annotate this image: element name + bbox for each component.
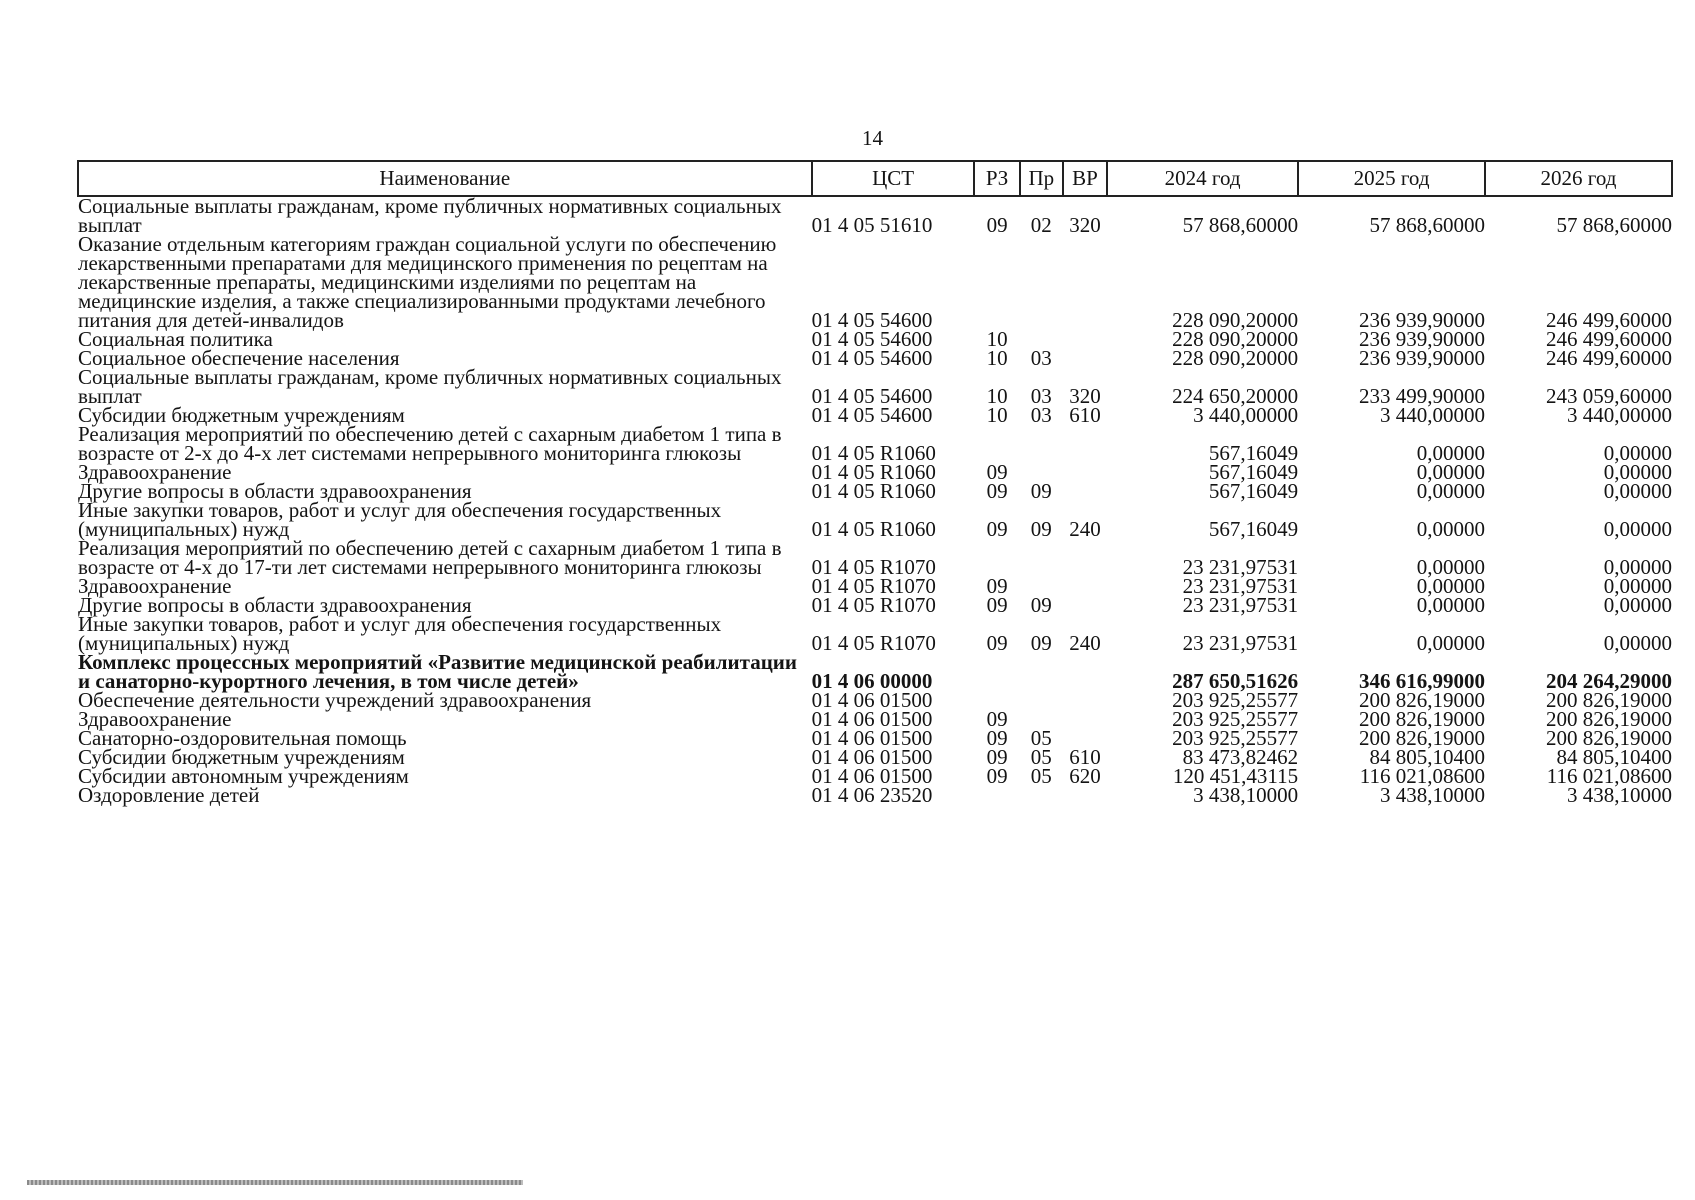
row-value-2024: 224 650,20000 xyxy=(1172,384,1299,408)
row-pr xyxy=(1020,786,1063,805)
row-vr xyxy=(1063,786,1107,805)
row-value-2026: 0,00000 xyxy=(1603,460,1672,484)
row-value-2025: 200 826,19000 xyxy=(1359,688,1486,712)
table-row xyxy=(78,653,1672,691)
row-value-2026: 0,00000 xyxy=(1603,574,1672,598)
budget-table xyxy=(77,160,1673,805)
row-vr xyxy=(1063,577,1107,596)
row-vr xyxy=(1063,653,1107,691)
table-body xyxy=(78,196,1672,805)
row-value-2025: 0,00000 xyxy=(1416,593,1486,617)
row-value-2024: 228 090,20000 xyxy=(1172,327,1299,351)
row-pr: 03 xyxy=(1030,346,1052,370)
row-value-2026: 200 826,19000 xyxy=(1546,707,1672,731)
row-cst: 01 4 05 54600 xyxy=(811,346,933,370)
row-value-2026: 3 440,00000 xyxy=(1567,403,1672,427)
row-value-2024: 23 231,97531 xyxy=(1182,631,1299,655)
row-cst: 01 4 06 23520 xyxy=(811,783,933,807)
row-vr xyxy=(1063,425,1107,463)
row-name: Другие вопросы в области здравоохранения xyxy=(78,593,472,617)
header-cst: ЦСТ xyxy=(812,161,975,196)
row-value-2024: 228 090,20000 xyxy=(1172,346,1299,370)
table-row xyxy=(78,501,1672,539)
row-cst: 01 4 06 01500 xyxy=(811,688,933,712)
row-pr: 03 xyxy=(1030,384,1052,408)
row-cst: 01 4 05 51610 xyxy=(811,213,933,237)
row-name: Социальные выплаты гражданам, кроме публичных нормативных социальных выплат xyxy=(78,194,782,237)
header-name: Наименование xyxy=(78,161,812,196)
row-pr: 03 xyxy=(1030,403,1052,427)
row-cst: 01 4 06 01500 xyxy=(811,764,933,788)
row-value-2025: 0,00000 xyxy=(1416,460,1486,484)
row-name: Социальные выплаты гражданам, кроме публичных нормативных социальных выплат xyxy=(78,365,782,408)
row-cst: 01 4 05 R1070 xyxy=(811,593,936,617)
row-rz: 10 xyxy=(986,327,1008,351)
row-value-2026: 0,00000 xyxy=(1603,631,1672,655)
row-value-2025: 57 868,60000 xyxy=(1369,213,1486,237)
row-cst: 01 4 06 01500 xyxy=(811,707,933,731)
row-name: Социальная политика xyxy=(78,327,273,351)
row-vr xyxy=(1063,710,1107,729)
row-value-2024: 3 438,10000 xyxy=(1193,783,1299,807)
row-value-2025: 0,00000 xyxy=(1416,555,1486,579)
row-cst: 01 4 05 54600 xyxy=(811,308,933,332)
row-vr xyxy=(1063,596,1107,615)
row-value-2025: 116 021,08600 xyxy=(1359,764,1486,788)
row-value-2025: 0,00000 xyxy=(1416,517,1486,541)
row-value-2025: 200 826,19000 xyxy=(1359,726,1486,750)
row-value-2024: 567,16049 xyxy=(1208,479,1299,503)
row-value-2024: 203 925,25577 xyxy=(1172,726,1299,750)
row-value-2026: 243 059,60000 xyxy=(1546,384,1672,408)
row-value-2026: 57 868,60000 xyxy=(1556,213,1672,237)
table-header-row xyxy=(78,161,1672,196)
header-2025: 2025 год xyxy=(1298,161,1485,196)
row-value-2026: 3 438,10000 xyxy=(1567,783,1672,807)
row-rz: 09 xyxy=(986,593,1008,617)
row-pr: 09 xyxy=(1030,593,1052,617)
row-rz: 09 xyxy=(986,574,1008,598)
row-cst: 01 4 05 R1060 xyxy=(811,460,936,484)
table-row xyxy=(78,368,1672,406)
row-rz: 09 xyxy=(986,460,1008,484)
row-cst: 01 4 05 R1070 xyxy=(811,574,936,598)
row-pr xyxy=(1020,691,1063,710)
row-rz: 10 xyxy=(986,403,1008,427)
header-vr: ВР xyxy=(1063,161,1107,196)
row-rz xyxy=(974,539,1019,577)
row-name: Здравоохранение xyxy=(78,574,232,598)
row-rz xyxy=(974,653,1019,691)
row-rz xyxy=(974,425,1019,463)
table-row xyxy=(78,539,1672,577)
row-name: Другие вопросы в области здравоохранения xyxy=(78,479,472,503)
row-value-2024: 228 090,20000 xyxy=(1172,308,1299,332)
row-vr xyxy=(1063,539,1107,577)
header-2024: 2024 год xyxy=(1107,161,1298,196)
row-name: Иные закупки товаров, работ и услуг для обеспечения государственных (муниципальных) нужд xyxy=(78,498,722,541)
row-pr: 05 xyxy=(1030,764,1052,788)
row-value-2024: 203 925,25577 xyxy=(1172,688,1299,712)
header-pr: Пр xyxy=(1020,161,1063,196)
row-cst: 01 4 06 01500 xyxy=(811,726,933,750)
row-value-2026: 246 499,60000 xyxy=(1546,327,1672,351)
row-name: Субсидии бюджетным учреждениям xyxy=(78,745,405,769)
row-vr xyxy=(1063,482,1107,501)
row-value-2025: 0,00000 xyxy=(1416,441,1486,465)
row-cst: 01 4 05 R1060 xyxy=(811,441,936,465)
row-name: Здравоохранение xyxy=(78,460,232,484)
row-name: Субсидии автономным учреждениям xyxy=(78,764,409,788)
row-vr xyxy=(1063,330,1107,349)
row-cst: 01 4 05 R1060 xyxy=(811,479,936,503)
row-pr xyxy=(1020,539,1063,577)
row-value-2026: 0,00000 xyxy=(1603,479,1672,503)
row-pr: 09 xyxy=(1030,517,1052,541)
row-vr: 320 xyxy=(1069,213,1101,237)
row-rz xyxy=(974,235,1019,330)
row-value-2025: 346 616,99000 xyxy=(1359,669,1486,693)
row-value-2025: 0,00000 xyxy=(1416,479,1486,503)
row-rz: 09 xyxy=(986,726,1008,750)
row-vr xyxy=(1063,691,1107,710)
row-name: Здравоохранение xyxy=(78,707,232,731)
row-name: Санаторно-оздоровительная помощь xyxy=(78,726,407,750)
scan-edge-rule xyxy=(27,1180,523,1185)
row-cst: 01 4 05 R1070 xyxy=(811,555,936,579)
row-pr: 09 xyxy=(1030,631,1052,655)
row-name: Социальное обеспечение населения xyxy=(78,346,400,370)
row-pr xyxy=(1020,235,1063,330)
row-value-2026: 204 264,29000 xyxy=(1546,669,1672,693)
row-pr: 05 xyxy=(1030,745,1052,769)
row-value-2024: 23 231,97531 xyxy=(1182,593,1299,617)
row-value-2024: 23 231,97531 xyxy=(1182,574,1299,598)
row-pr xyxy=(1020,425,1063,463)
row-rz xyxy=(974,786,1019,805)
page-number: 14 xyxy=(862,126,883,150)
row-vr: 610 xyxy=(1069,403,1101,427)
row-name: Обеспечение деятельности учреждений здравоохранения xyxy=(78,688,592,712)
row-value-2026: 0,00000 xyxy=(1603,517,1672,541)
row-value-2025: 3 438,10000 xyxy=(1380,783,1486,807)
row-name: Реализация мероприятий по обеспечению детей с сахарным диабетом 1 типа в возрасте от 2-х до 4-х лет системами непрерывного мониторинга глюкозы xyxy=(78,422,782,465)
row-value-2024: 120 451,43115 xyxy=(1172,764,1299,788)
row-value-2026: 246 499,60000 xyxy=(1546,308,1672,332)
row-value-2025: 0,00000 xyxy=(1416,631,1486,655)
row-cst: 01 4 05 R1060 xyxy=(811,517,936,541)
row-pr xyxy=(1020,653,1063,691)
row-name: Иные закупки товаров, работ и услуг для обеспечения государственных (муниципальных) нужд xyxy=(78,612,722,655)
row-value-2024: 287 650,51626 xyxy=(1172,669,1299,693)
row-value-2026: 246 499,60000 xyxy=(1546,346,1672,370)
row-pr: 09 xyxy=(1030,479,1052,503)
row-value-2024: 57 868,60000 xyxy=(1182,213,1299,237)
row-value-2026: 200 826,19000 xyxy=(1546,726,1672,750)
row-value-2026: 0,00000 xyxy=(1603,555,1672,579)
row-cst: 01 4 05 54600 xyxy=(811,384,933,408)
row-cst: 01 4 05 54600 xyxy=(811,403,933,427)
row-value-2025: 0,00000 xyxy=(1416,574,1486,598)
row-cst: 01 4 05 R1070 xyxy=(811,631,936,655)
row-value-2024: 203 925,25577 xyxy=(1172,707,1299,731)
row-value-2024: 567,16049 xyxy=(1208,460,1299,484)
row-vr xyxy=(1063,235,1107,330)
row-value-2026: 0,00000 xyxy=(1603,593,1672,617)
header-rz: РЗ xyxy=(974,161,1019,196)
row-value-2025: 233 499,90000 xyxy=(1359,384,1486,408)
row-rz: 09 xyxy=(986,479,1008,503)
row-rz: 09 xyxy=(986,213,1008,237)
row-value-2024: 567,16049 xyxy=(1208,517,1299,541)
row-value-2025: 236 939,90000 xyxy=(1359,308,1486,332)
row-name: Оказание отдельным категориям граждан социальной услуги по обеспечению лекарственными препаратами для медицинского применения по рецептам на лекарственные препараты, медицинскими изделиями по рецептам на медицинские изделия, а также специализированными продуктами лечебного питания для детей-инвалидов xyxy=(78,232,777,332)
row-value-2025: 3 440,00000 xyxy=(1380,403,1486,427)
table-row xyxy=(78,196,1672,235)
row-value-2024: 83 473,82462 xyxy=(1182,745,1299,769)
row-cst: 01 4 06 00000 xyxy=(811,669,933,693)
row-rz: 09 xyxy=(986,707,1008,731)
row-vr xyxy=(1063,463,1107,482)
row-pr: 02 xyxy=(1030,213,1052,237)
row-rz: 09 xyxy=(986,764,1008,788)
row-name: Реализация мероприятий по обеспечению детей с сахарным диабетом 1 типа в возрасте от 4-х до 17-ти лет системами непрерывного мониторинга глюкозы xyxy=(78,536,782,579)
row-value-2025: 236 939,90000 xyxy=(1359,346,1486,370)
row-value-2026: 0,00000 xyxy=(1603,441,1672,465)
row-cst: 01 4 05 54600 xyxy=(811,327,933,351)
row-value-2024: 23 231,97531 xyxy=(1182,555,1299,579)
row-value-2025: 236 939,90000 xyxy=(1359,327,1486,351)
row-vr: 240 xyxy=(1069,631,1101,655)
row-vr xyxy=(1063,349,1107,368)
row-pr: 05 xyxy=(1030,726,1052,750)
row-name: Субсидии бюджетным учреждениям xyxy=(78,403,405,427)
row-value-2025: 84 805,10400 xyxy=(1369,745,1486,769)
table-row xyxy=(78,615,1672,653)
row-vr: 320 xyxy=(1069,384,1101,408)
row-rz: 10 xyxy=(986,346,1008,370)
header-2026: 2026 год xyxy=(1485,161,1672,196)
row-value-2025: 200 826,19000 xyxy=(1359,707,1486,731)
table-row xyxy=(78,786,1672,805)
row-value-2024: 567,16049 xyxy=(1208,441,1299,465)
row-rz: 09 xyxy=(986,517,1008,541)
table-row xyxy=(78,425,1672,463)
row-value-2024: 3 440,00000 xyxy=(1193,403,1299,427)
row-name: Оздоровление детей xyxy=(78,783,260,807)
row-value-2026: 84 805,10400 xyxy=(1556,745,1672,769)
row-vr: 620 xyxy=(1069,764,1101,788)
row-vr: 240 xyxy=(1069,517,1101,541)
row-name: Комплекс процессных мероприятий «Развитие медицинской реабилитации и санаторно-курортного лечения, в том числе детей» xyxy=(78,650,797,693)
row-rz: 09 xyxy=(986,631,1008,655)
row-cst: 01 4 06 01500 xyxy=(811,745,933,769)
row-rz: 10 xyxy=(986,384,1008,408)
row-rz: 09 xyxy=(986,745,1008,769)
row-value-2026: 200 826,19000 xyxy=(1546,688,1672,712)
row-vr: 610 xyxy=(1069,745,1101,769)
table-row xyxy=(78,235,1672,330)
row-value-2026: 116 021,08600 xyxy=(1546,764,1672,788)
